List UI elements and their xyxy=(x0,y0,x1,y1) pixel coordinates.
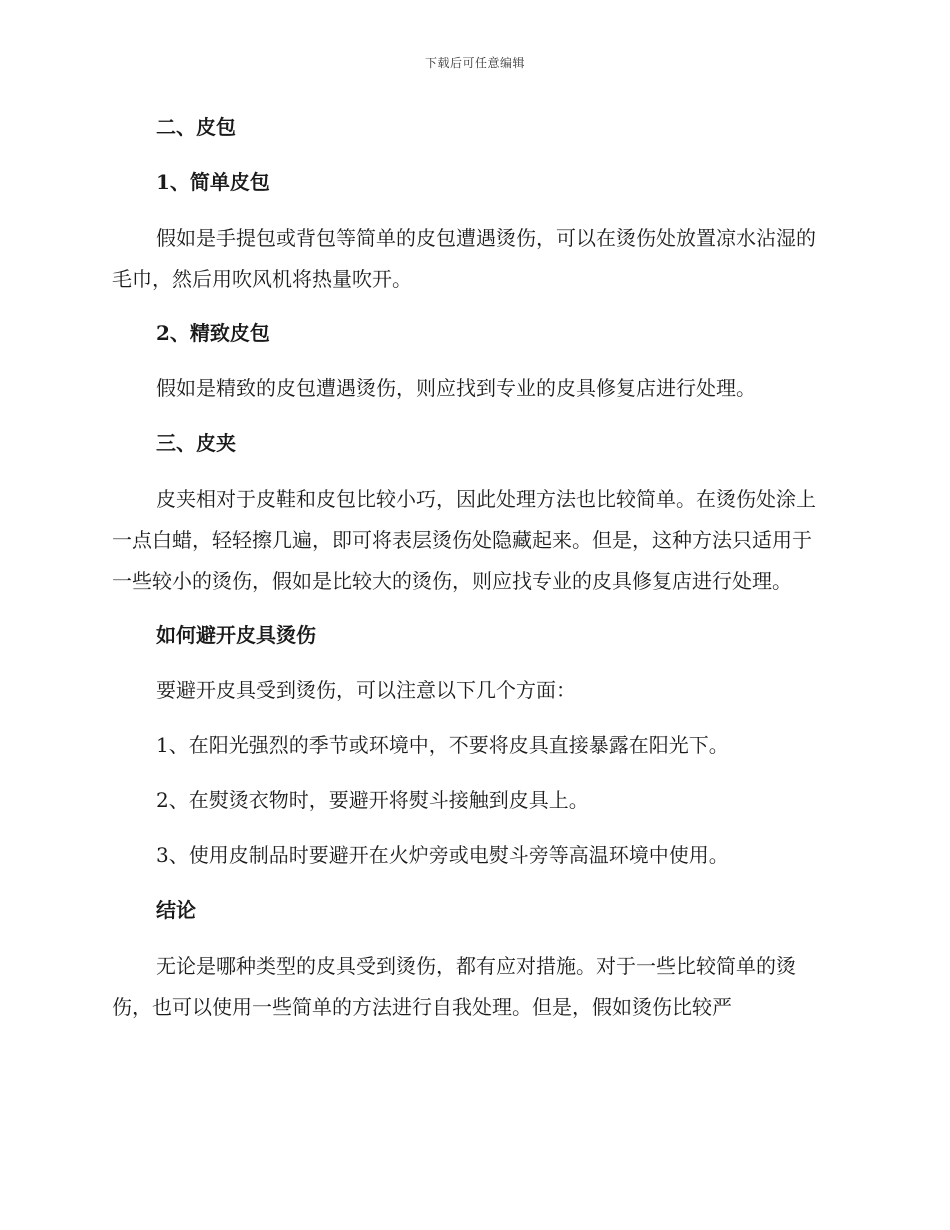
section-heading-wallets: 三、皮夹 xyxy=(156,431,236,455)
page-header-note: 下载后可任意编辑 xyxy=(424,56,525,70)
subsection-heading-fine-bag: 2、精致皮包 xyxy=(156,321,270,345)
section-heading-conclusion: 结论 xyxy=(156,898,196,922)
paragraph-prevention-intro: 要避开皮具受到烫伤，可以注意以下几个方面： xyxy=(156,678,576,702)
section-heading-prevention: 如何避开皮具烫伤 xyxy=(156,623,316,647)
list-item-prevention: 2、在熨烫衣物时，要避开将熨斗接触到皮具上。 xyxy=(156,788,589,812)
paragraph-conclusion: 无论是哪种类型的皮具受到烫伤，都有应对措施。对于一些比较简单的烫伤，也可以使用一些简单的方法进行自我处理。但是，假如烫伤比较严 xyxy=(112,954,796,1019)
paragraph-simple-bag: 假如是手提包或背包等简单的皮包遭遇烫伤，可以在烫伤处放置凉水沾湿的毛巾，然后用吹风机将热量吹开。 xyxy=(112,226,816,291)
paragraph-fine-bag: 假如是精致的皮包遭遇烫伤，则应找到专业的皮具修复店进行处理。 xyxy=(156,376,756,400)
list-item-prevention: 1、在阳光强烈的季节或环境中，不要将皮具直接暴露在阳光下。 xyxy=(156,733,729,757)
subsection-heading-simple-bag: 1、简单皮包 xyxy=(156,170,270,194)
list-item-prevention: 3、使用皮制品时要避开在火炉旁或电熨斗旁等高温环境中使用。 xyxy=(156,843,729,867)
section-heading-leather-bags: 二、皮包 xyxy=(156,115,236,139)
paragraph-wallets: 皮夹相对于皮鞋和皮包比较小巧，因此处理方法也比较简单。在烫伤处涂上一点白蜡，轻轻擦几遍，即可将表层烫伤处隐藏起来。但是，这种方法只适用于一些较小的烫伤，假如是比较大的烫伤，则应找专业的皮具修复店进行处理。 xyxy=(112,487,816,593)
document-body xyxy=(112,108,830,1028)
